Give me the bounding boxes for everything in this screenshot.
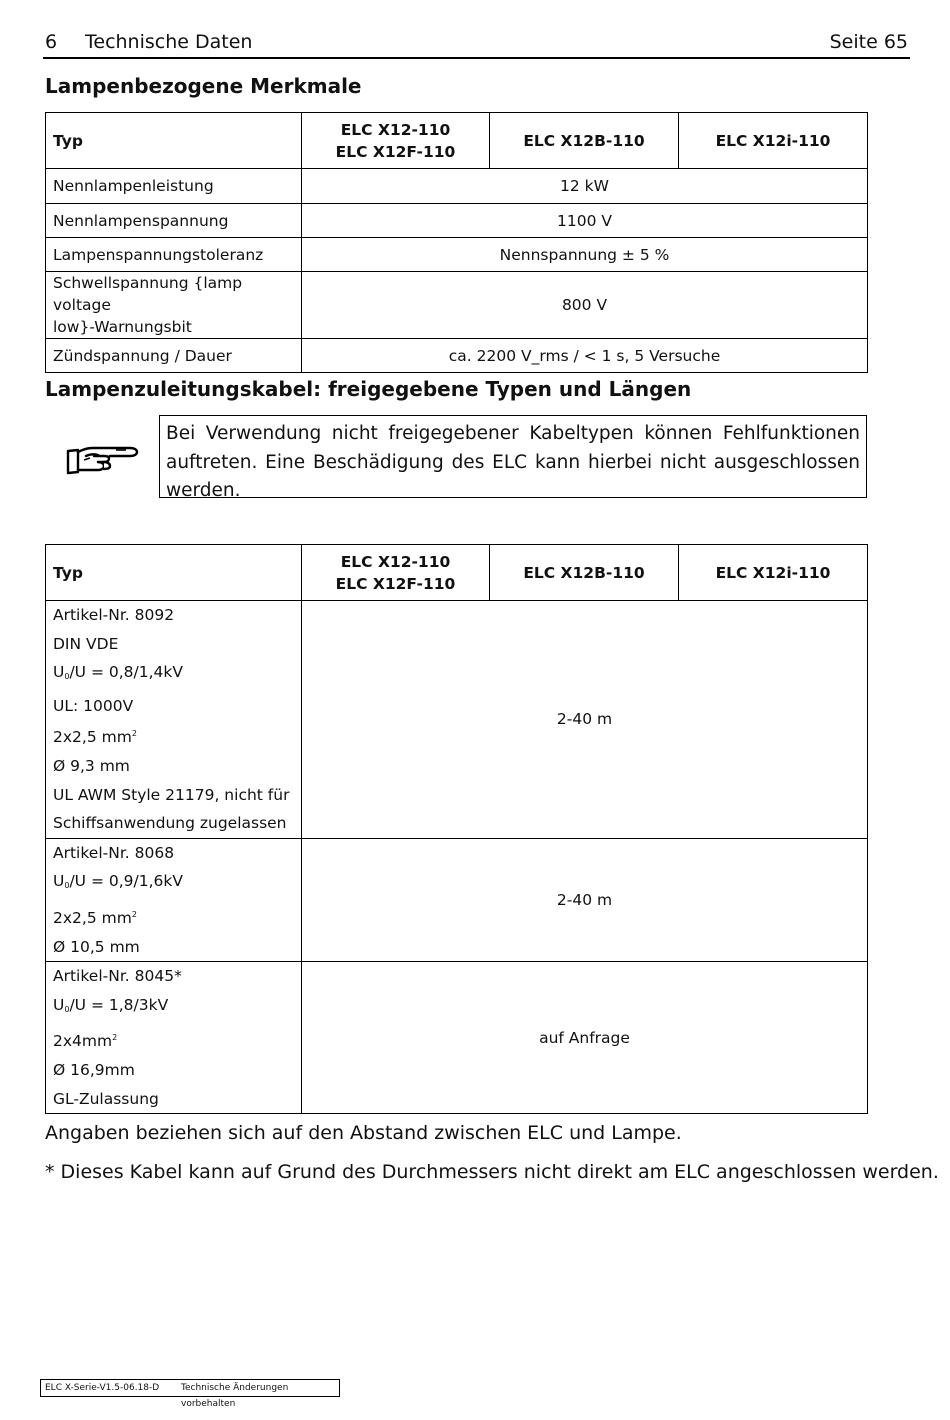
row-value: 800 V <box>302 272 868 339</box>
row-label: Nennlampenleistung <box>46 169 302 204</box>
row-value: 12 kW <box>302 169 868 204</box>
row-label-line2: low}-Warnungsbit <box>53 318 192 336</box>
cable-length: 2-40 m <box>302 838 868 961</box>
table-row <box>46 272 868 339</box>
cross-section: 2x2,5 $mm^2$ <box>53 728 137 747</box>
table-row <box>46 169 868 204</box>
footnote-distance: Angaben beziehen sich auf den Abstand zwischen ELC und Lampe. <box>45 1122 682 1144</box>
document-id: ELC X-Serie-V1.5-06.18-D <box>45 1383 160 1393</box>
cable-spec-8092 <box>46 601 302 839</box>
extra-info-line2: Schiffsanwendung zugelassen <box>53 814 287 833</box>
cable-length: 2-40 m <box>302 601 868 839</box>
rated-voltage: $U_0/U = 1,8/3kV$ <box>53 995 169 1014</box>
diameter: Ø 10,5 mm <box>53 937 140 956</box>
norm: DIN VDE <box>53 634 119 653</box>
section-heading-lamp-features: Lampenbezogene Merkmale <box>45 74 362 98</box>
cable-spec-8045 <box>46 962 302 1114</box>
pointing-hand-icon <box>64 440 140 480</box>
column-header-x12-line1: ELC X12-110 <box>340 552 451 571</box>
column-header-x12 <box>302 113 490 169</box>
column-header-x12f-line2: ELC X12F-110 <box>335 574 456 593</box>
column-header-x12i: ELC X12i-110 <box>679 545 868 601</box>
diameter: Ø 16,9mm <box>53 1060 135 1079</box>
column-header-typ: Typ <box>46 113 302 169</box>
change-notice: Technische Änderungen vorbehalten <box>181 1383 289 1409</box>
table-row <box>46 838 868 961</box>
row-label: Lampenspannungstoleranz <box>46 238 302 272</box>
article-number: Artikel-Nr. 8068 <box>53 843 175 862</box>
table-row <box>46 238 868 272</box>
article-number: Artikel-Nr. 8045* <box>53 967 182 986</box>
cable-spec-8068 <box>46 838 302 961</box>
table-row <box>46 962 868 1114</box>
cross-section: $2x4mm^2$ <box>53 1032 118 1051</box>
diameter: Ø 9,3 mm <box>53 756 130 775</box>
row-value: Nennspannung ± 5 % <box>302 238 868 272</box>
table-row <box>46 339 868 373</box>
table-header-row <box>46 113 868 169</box>
column-header-x12i: ELC X12i-110 <box>679 113 868 169</box>
page-number: Seite 65 <box>829 31 908 53</box>
table-row <box>46 601 868 839</box>
article-number: Artikel-Nr. 8092 <box>53 606 175 624</box>
approval: GL-Zulassung <box>53 1089 159 1108</box>
table-row <box>46 204 868 238</box>
cable-table <box>45 544 868 1114</box>
column-header-x12 <box>302 545 490 601</box>
chapter-title: Technische Daten <box>85 31 253 53</box>
column-header-x12-line1: ELC X12-110 <box>340 120 451 139</box>
column-header-x12f-line2: ELC X12F-110 <box>335 142 456 161</box>
row-label: Nennlampenspannung <box>46 204 302 238</box>
warning-note: Bei Verwendung nicht freigegebener Kabeltypen können Fehlfunktionen auftreten. Eine Beschädigung des ELC kann hierbei nicht ausgeschlossen werden. <box>159 415 867 498</box>
cross-section: 2x2,5 $mm^2$ <box>53 908 137 927</box>
cable-length: auf Anfrage <box>302 962 868 1114</box>
section-heading-cables: Lampenzuleitungskabel: freigegebene Typen und Längen <box>45 377 692 401</box>
footnote-asterisk: * Dieses Kabel kann auf Grund des Durchmessers nicht direkt am ELC angeschlossen werden. <box>45 1161 939 1183</box>
row-value: ca. 2200 V_rms / < 1 s, 5 Versuche <box>302 339 868 373</box>
column-header-x12b: ELC X12B-110 <box>490 113 679 169</box>
row-label: Zündspannung / Dauer <box>46 339 302 373</box>
chapter-number: 6 <box>45 31 58 53</box>
page-header <box>43 30 910 59</box>
row-value: 1100 V <box>302 204 868 238</box>
page-footer <box>40 1379 340 1409</box>
row-label-line1: Schwellspannung {lamp voltage <box>53 274 243 314</box>
column-header-typ: Typ <box>46 545 302 601</box>
row-label <box>46 272 302 339</box>
table-header-row <box>46 545 868 601</box>
ul-rating: UL: 1000V <box>53 696 134 715</box>
lamp-features-table <box>45 112 868 373</box>
extra-info-line1: UL AWM Style 21179, nicht für <box>53 785 290 804</box>
rated-voltage: $U_0/U = 0,8/1,4kV$ <box>53 663 183 682</box>
column-header-x12b: ELC X12B-110 <box>490 545 679 601</box>
rated-voltage: $U_0/U = 0,9/1,6kV$ <box>53 872 183 891</box>
